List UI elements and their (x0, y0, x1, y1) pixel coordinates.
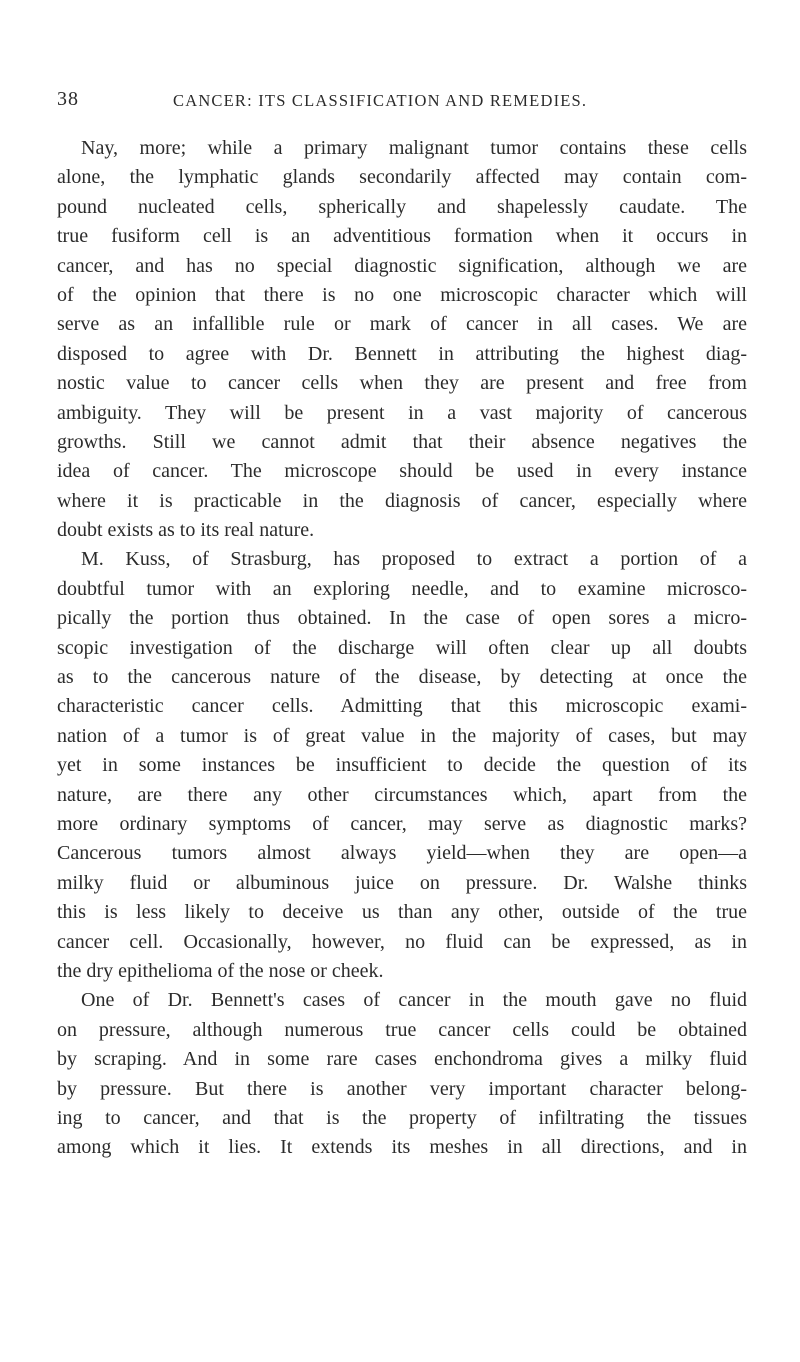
text-line: Cancerous tumors almost always yield—when they are open—a (57, 842, 747, 865)
text-line: true fusiform cell is an adventitious formation when it occurs in (57, 225, 747, 248)
text-line: where it is practicable in the diagnosis of cancer, especially where (57, 489, 747, 512)
text-line: pound nucleated cells, spherically and shapelessly caudate. The (57, 195, 747, 218)
text-line: serve as an infallible rule or mark of cancer in all cases. We are (57, 313, 747, 336)
text-line: M. Kuss, of Strasburg, has proposed to extract a portion of a (81, 548, 747, 571)
text-line: cancer, and has no special diagnostic signification, although we are (57, 254, 747, 277)
page-number: 38 (57, 88, 79, 110)
text-line: this is less likely to deceive us than any other, outside of the true (57, 901, 747, 924)
text-line: more ordinary symptoms of cancer, may serve as diagnostic marks? (57, 812, 747, 835)
text-line: the dry epithelioma of the nose or cheek. (57, 959, 384, 982)
text-line: as to the cancerous nature of the disease, by detecting at once the (57, 666, 747, 689)
text-line: ambiguity. They will be present in a vast majority of cancerous (57, 401, 747, 424)
page-header (57, 88, 747, 118)
text-line: of the opinion that there is no one microscopic character which will (57, 283, 747, 306)
text-line: characteristic cancer cells. Admitting that this microscopic exami- (57, 695, 747, 718)
text-line: scopic investigation of the discharge will often clear up all doubts (57, 636, 747, 659)
text-line: disposed to agree with Dr. Bennett in attributing the highest diag- (57, 342, 747, 365)
text-line: by pressure. But there is another very important character belong- (57, 1077, 747, 1100)
text-line: doubt exists as to its real nature. (57, 519, 315, 542)
text-line: yet in some instances be insufficient to decide the question of its (57, 754, 747, 777)
text-line: ing to cancer, and that is the property of infiltrating the tissues (57, 1106, 747, 1129)
text-line: One of Dr. Bennett's cases of cancer in the mouth gave no fluid (81, 989, 747, 1012)
text-line: growths. Still we cannot admit that their absence negatives the (57, 430, 747, 453)
text-line: pically the portion thus obtained. In the case of open sores a micro- (57, 607, 747, 630)
text-line: nostic value to cancer cells when they are present and free from (57, 372, 747, 395)
text-line: nature, are there any other circumstances which, apart from the (57, 783, 747, 806)
body-text (57, 134, 747, 1163)
text-line: on pressure, although numerous true cancer cells could be obtained (57, 1018, 747, 1041)
running-head: CANCER: ITS CLASSIFICATION AND REMEDIES. (173, 91, 588, 110)
text-line: alone, the lymphatic glands secondarily affected may contain com- (57, 166, 747, 189)
text-line: among which it lies. It extends its meshes in all directions, and in (57, 1136, 747, 1159)
text-line: Nay, more; while a primary malignant tumor contains these cells (81, 137, 747, 159)
text-line: cancer cell. Occasionally, however, no fluid can be expressed, as in (57, 930, 747, 953)
text-line: milky fluid or albuminous juice on pressure. Dr. Walshe thinks (57, 871, 747, 894)
text-line: by scraping. And in some rare cases enchondroma gives a milky fluid (57, 1048, 747, 1071)
text-line: doubtful tumor with an exploring needle, and to examine microsco- (57, 577, 747, 600)
text-line: nation of a tumor is of great value in the majority of cases, but may (57, 724, 747, 747)
text-line: idea of cancer. The microscope should be used in every instance (57, 460, 747, 483)
